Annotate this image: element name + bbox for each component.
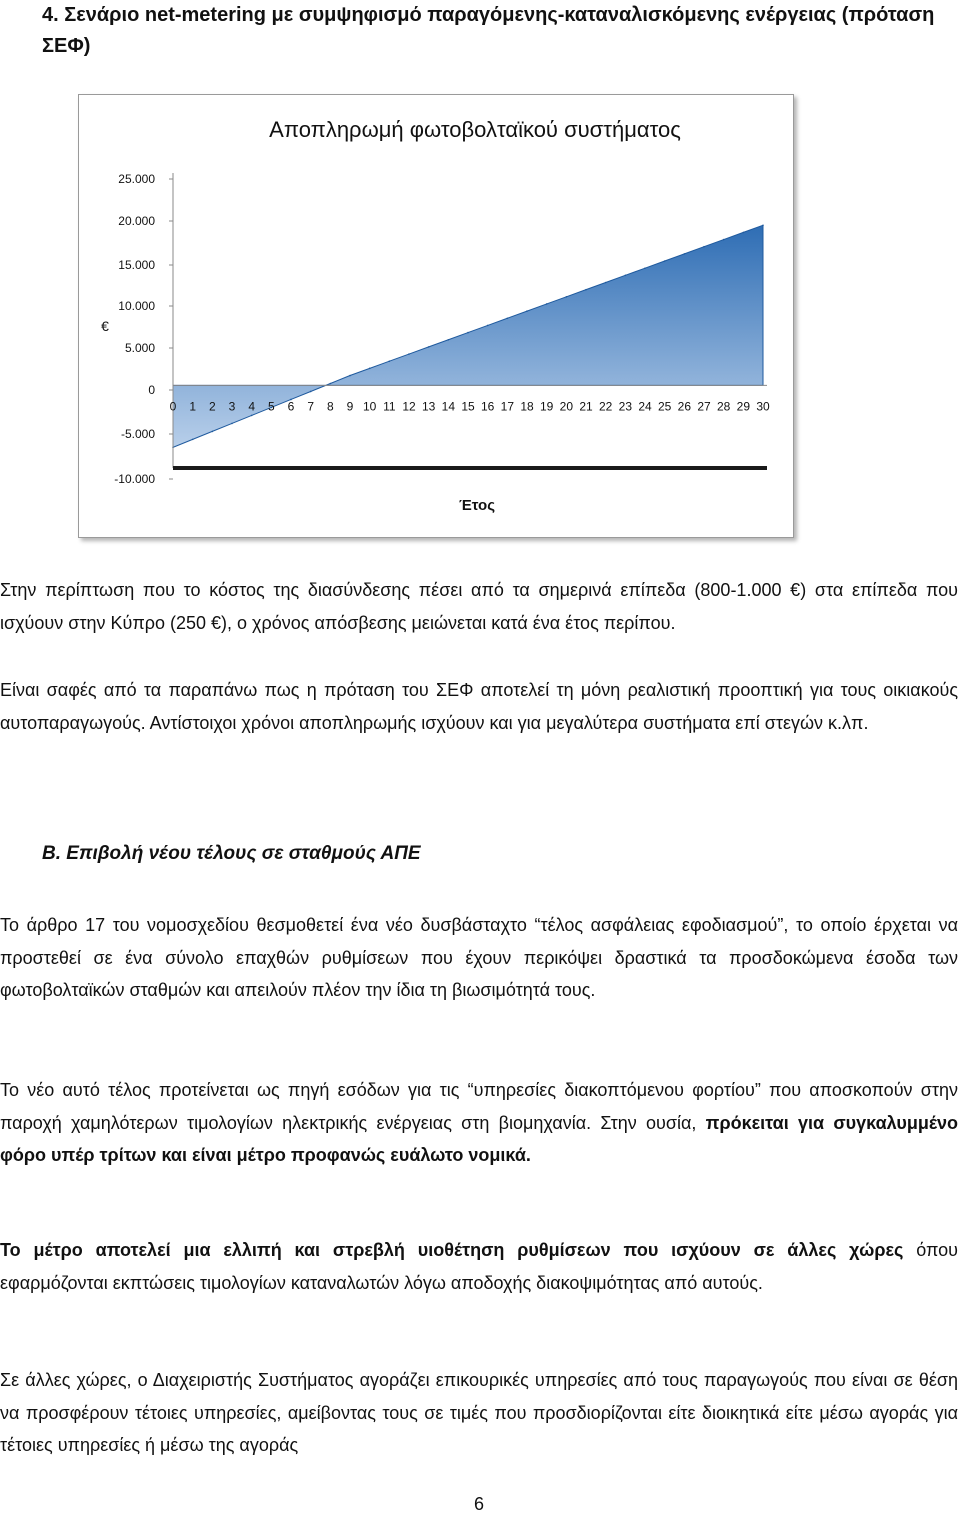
chart-svg (79, 95, 793, 537)
x-tick-label: 17 (500, 399, 515, 414)
x-tick-label: 5 (267, 399, 275, 414)
data-point-year-12 (408, 353, 410, 355)
y-tick-label: -10.000 (114, 472, 155, 486)
data-point-year-4 (251, 415, 253, 417)
data-point-year-9 (349, 375, 351, 377)
y-tick-label: -5.000 (120, 427, 155, 441)
paragraph-interconnection-cost: Στην περίπτωση που το κόστος της διασύνδεσης πέσει από τα σημερινά επίπεδα (800-1.000 €) στα επίπεδα που ισχύουν στην Κύπρο (250 €), ο χρόνος απόσβεσης μειώνεται κατά ένα έτος περίπου. (0, 580, 958, 633)
x-tick-label: 14 (441, 399, 456, 414)
payback-chart (78, 94, 794, 538)
paragraph-measure-critique-text: όπου εφαρμόζονται εκπτώσεις τιμολογίων καταναλωτών λόγω αποδοχής διακοψιμότητας από αυτούς. (0, 1240, 958, 1293)
x-tick-label: 15 (461, 399, 475, 414)
section-heading: 4. Σενάριο net-metering με συμψηφισμό παραγόμενης-καταναλισκόμενης ενέργειας (πρόταση ΣΕΦ) (42, 4, 935, 57)
page-number: 6 (473, 1494, 484, 1514)
y-tick-label: 10.000 (118, 299, 155, 313)
data-point-year-11 (389, 360, 391, 362)
data-point-year-2 (212, 431, 214, 433)
x-tick-label: 13 (421, 399, 436, 414)
x-tick-label: 30 (756, 399, 770, 414)
x-tick-label: 24 (638, 399, 652, 414)
data-point-year-15 (467, 332, 469, 334)
x-axis-label: Έτος (458, 497, 496, 514)
paragraph-measure-critique-emphasis: Το μέτρο αποτελεί μια ελλιπή και στρεβλή υιοθέτηση ρυθμίσεων που ισχύουν σε άλλες χώρες (0, 1240, 904, 1260)
x-tick-label: 29 (736, 399, 751, 414)
data-point-year-26 (684, 253, 686, 255)
x-tick-label: 1 (189, 399, 197, 414)
x-tick-label: 2 (208, 399, 216, 414)
data-point-year-25 (664, 260, 666, 262)
data-point-year-28 (723, 239, 725, 241)
x-tick-label: 21 (579, 399, 593, 414)
paragraph-other-countries: Σε άλλες χώρες, ο Διαχειριστής Συστήματος αγοράζει επικουρικές υπηρεσίες από τους παραγωγούς που είναι σε θέση να προσφέρουν τέτοιες υπηρεσίες, αμείβοντας τους σε τιμές που προσδιορίζονται είτε διοικητικά είτε μέσω αγοράς για τέτοιες υπηρεσίες ή μέσω της αγοράς (0, 1370, 958, 1455)
paragraph-new-fee-emphasis: πρόκειται για συγκαλυμμένο φόρο υπέρ τρίτων και είναι μέτρο προφανώς ευάλωτο νομικά. (0, 1112, 959, 1165)
paragraph-sef-proposal: Είναι σαφές από τα παραπάνω πως η πρόταση του ΣΕΦ αποτελεί τη μόνη ρεαλιστική προοπτική για τους οικιακούς αυτοπαραγωγούς. Αντίστοιχοι χρόνοι αποπληρωμής ισχύουν και για μεγαλύτερα συστήματα επί στεγών κ.λπ. (0, 680, 958, 733)
series-area (173, 225, 763, 447)
data-point-year-16 (487, 325, 489, 327)
x-tick-label: 26 (677, 399, 692, 414)
chart-title: Αποπληρωμή φωτοβολταϊκού συστήματος (269, 117, 681, 142)
data-point-year-21 (585, 289, 587, 291)
x-tick-label: 12 (402, 399, 416, 414)
x-tick-label: 8 (326, 399, 334, 414)
data-point-year-22 (605, 282, 607, 284)
data-point-year-3 (231, 423, 233, 425)
data-point-year-17 (507, 317, 509, 319)
x-tick-label: 28 (716, 399, 731, 414)
x-tick-label: 22 (598, 399, 613, 414)
x-tick-label: 4 (248, 399, 256, 414)
y-tick-label: 0 (148, 383, 155, 397)
y-axis-label: € (101, 318, 109, 334)
data-point-year-19 (546, 303, 548, 305)
data-point-year-13 (428, 346, 430, 348)
paragraph-article-17: Το άρθρο 17 του νομοσχεδίου θεσμοθετεί ένα νέο δυσβάσταχτο “τέλος ασφάλειας εφοδιασμού”, το οποίο έρχεται να προστεθεί σε ένα σύνολο επαχθών ρυθμίσεων που έχουν περικόψει δραστικά τα προσδοκώμενα έσοδα των φωτοβολταϊκών σταθμών και απειλούν πλέον την ίδια τη βιωσιμότητά τους. (0, 915, 958, 1000)
area-layer (169, 224, 764, 448)
data-point-year-18 (526, 310, 528, 312)
x-tick-label: 20 (559, 399, 574, 414)
data-point-year-20 (566, 296, 568, 298)
data-point-year-29 (743, 232, 745, 234)
data-point-year-8 (330, 383, 332, 385)
x-tick-label: 19 (539, 399, 554, 414)
y-tick-label: 5.000 (124, 341, 155, 355)
y-tick-label: 15.000 (118, 258, 155, 272)
x-tick-label: 6 (287, 399, 295, 414)
x-tick-label: 9 (346, 399, 354, 414)
x-tick-label: 25 (657, 399, 672, 414)
x-tick-label: 0 (169, 399, 177, 414)
data-point-year-7 (310, 391, 312, 393)
y-tick-label: 20.000 (118, 214, 155, 228)
data-point-year-30 (762, 224, 764, 226)
x-tick-label: 3 (228, 399, 236, 414)
x-tick-label: 10 (362, 399, 377, 414)
x-tick-label: 18 (520, 399, 534, 414)
section-title: Β. Επιβολή νέου τέλους σε σταθμούς ΑΠΕ (42, 843, 421, 864)
data-point-year-27 (703, 246, 705, 248)
data-point-year-10 (369, 368, 371, 370)
paragraph-new-fee-text: Το νέο αυτό τέλος προτείνεται ως πηγή εσόδων για τις “υπηρεσίες διακοπτόμενου φορτίου” που αποσκοπούν στην παροχή χαμηλότερων τιμολογίων ηλεκτρικής ενέργειας στη βιομηχανία. Στην ουσία, (0, 1080, 958, 1133)
x-tick-label: 27 (697, 399, 711, 414)
data-point-year-23 (625, 275, 627, 277)
data-point-year-14 (448, 339, 450, 341)
x-tick-label: 11 (383, 399, 396, 414)
paragraph-new-fee (0, 1074, 958, 1172)
x-tick-label: 16 (480, 399, 495, 414)
y-tick-label: 25.000 (118, 172, 155, 186)
data-point-year-24 (644, 267, 646, 269)
data-point-year-1 (192, 439, 194, 441)
x-tick-label: 23 (618, 399, 633, 414)
x-tick-label: 7 (307, 399, 315, 414)
paragraph-measure-critique (0, 1234, 958, 1299)
